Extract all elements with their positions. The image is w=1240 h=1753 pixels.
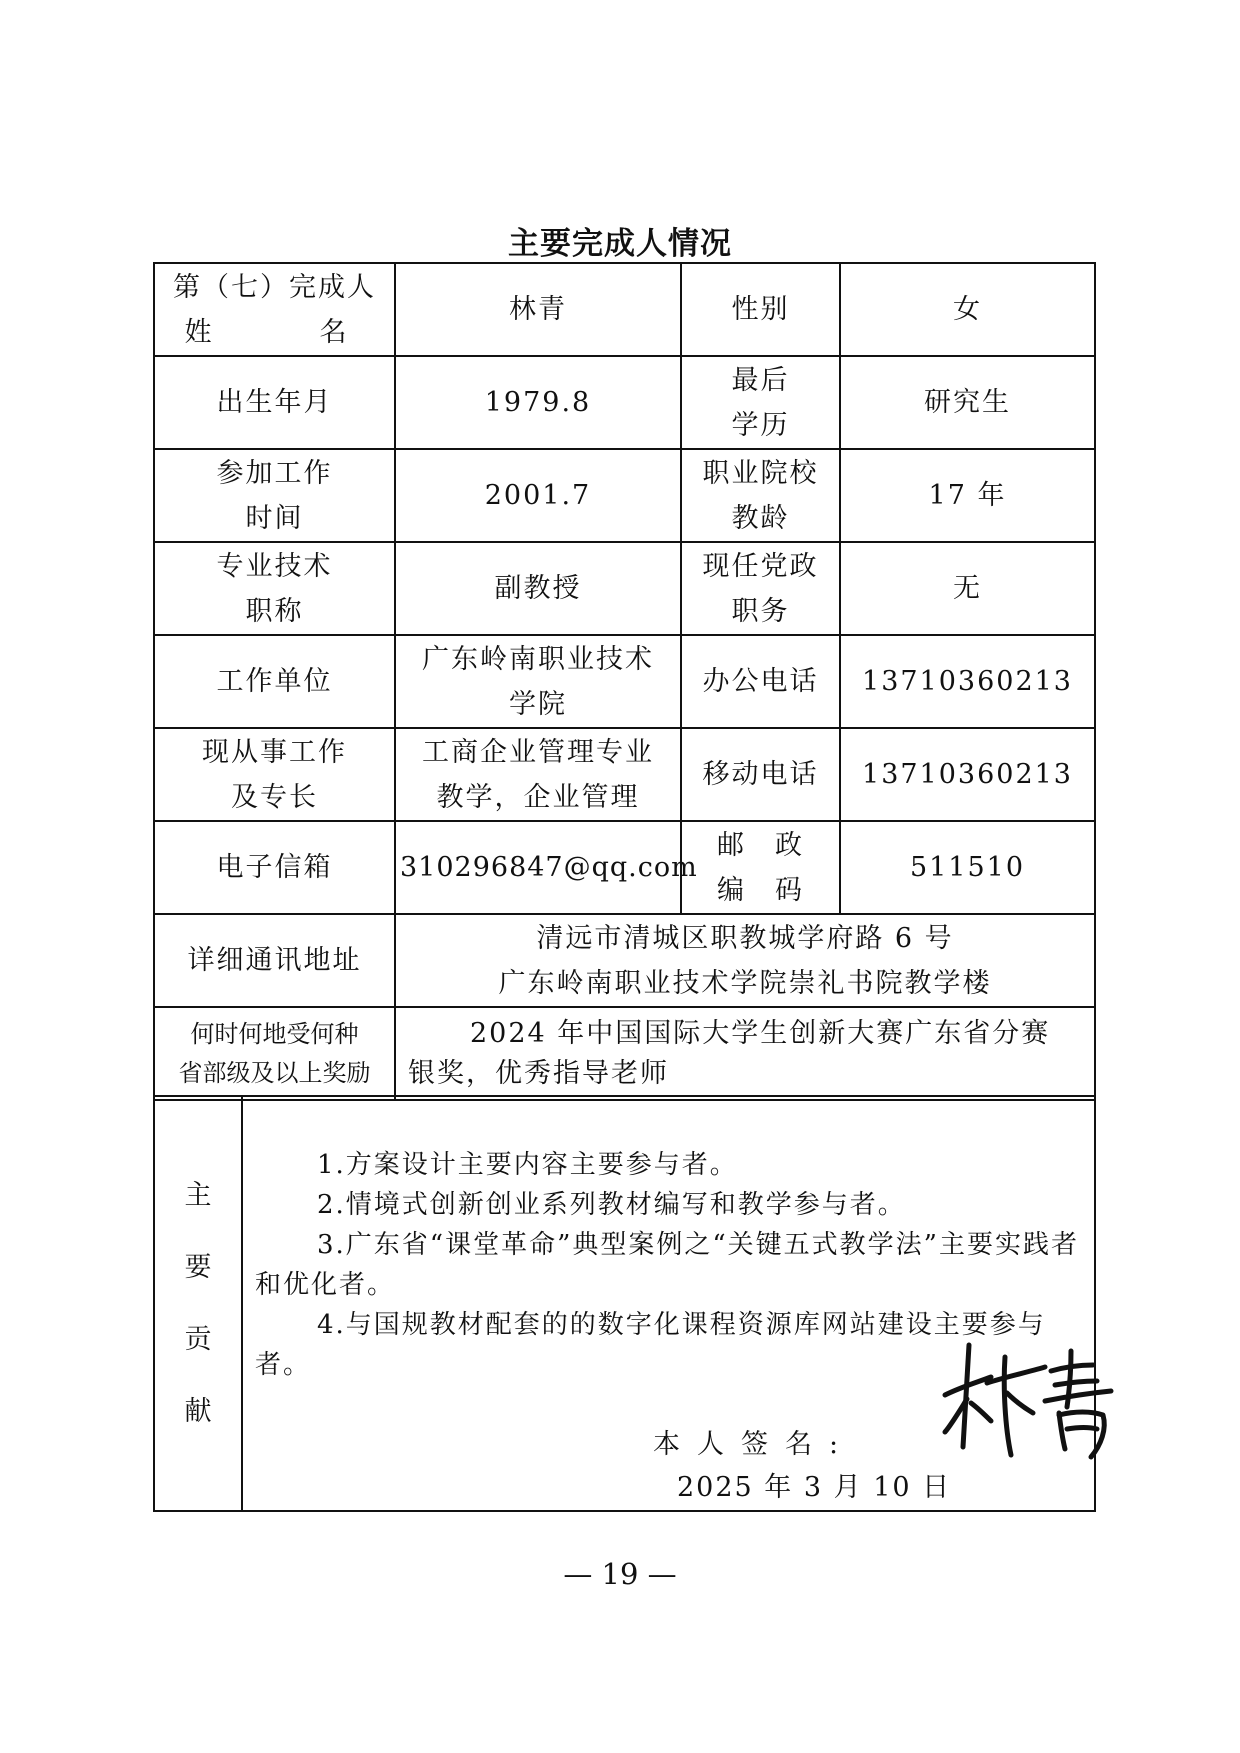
table-row [154,356,1095,449]
field-label: 现从事工作 及专长 [154,728,395,821]
field-label: 电子信箱 [154,821,395,914]
field-label: 出生年月 [154,356,395,449]
table-row [154,542,1095,635]
email-value: 310296847@qq.com [395,821,681,914]
field-label: 何时何地受何种 省部级及以上奖励 [154,1007,395,1100]
field-label: 移动电话 [681,728,840,821]
field-label: 第（七）完成人 姓 名 [154,263,395,356]
page-title: 主要完成人情况 [508,226,732,262]
contribution-body [242,1096,1095,1511]
page-number: — 19 — [563,1557,677,1591]
field-label: 办公电话 [681,635,840,728]
list-item: 4.与国规教材配套的的数字化课程资源库网站建设主要参与者。 [255,1310,1046,1380]
field-label: 现任党政 职务 [681,542,840,635]
list-item: 2.情境式创新创业系列教材编写和教学参与者。 [317,1190,906,1220]
table-row [154,821,1095,914]
table-row [154,1007,1095,1100]
employer-value: 广东岭南职业技术 学院 [395,635,681,728]
contribution-label: 主 要 贡 献 [154,1096,242,1511]
address-value: 清远市清城区职教城学府路 6 号 广东岭南职业技术学院崇礼书院教学楼 [395,914,1095,1007]
table-row [154,728,1095,821]
list-item: 3.广东省“课堂革命”典型案例之“关键五式教学法”主要实践者和优化者。 [255,1230,1079,1300]
signature-date: 2025 年 3 月 10 日 [677,1472,952,1503]
contribution-table [153,1095,1096,1512]
work-start-value: 2001.7 [395,449,681,542]
gender-value: 女 [840,263,1095,356]
education-value: 研究生 [840,356,1095,449]
table-row [154,914,1095,1007]
field-label: 性别 [681,263,840,356]
info-table [153,262,1096,1101]
name-value: 林青 [395,263,681,356]
field-label: 专业技术 职称 [154,542,395,635]
field-label: 邮 政 编 码 [681,821,840,914]
field-label: 职业院校 教龄 [681,449,840,542]
award-value: 2024 年中国国际大学生创新大赛广东省分赛 银奖，优秀指导老师 [395,1007,1095,1100]
table-row [154,263,1095,356]
handwritten-signature [941,1337,1121,1467]
title-value: 副教授 [395,542,681,635]
signature-label: 本人签名: [653,1429,856,1460]
postcode-value: 511510 [840,821,1095,914]
field-label: 参加工作 时间 [154,449,395,542]
mobile-phone-value: 13710360213 [840,728,1095,821]
office-phone-value: 13710360213 [840,635,1095,728]
birth-value: 1979.8 [395,356,681,449]
table-row [154,635,1095,728]
field-label: 工作单位 [154,635,395,728]
specialty-value: 工商企业管理专业 教学，企业管理 [395,728,681,821]
teaching-years-value: 17 年 [840,449,1095,542]
field-label: 最后 学历 [681,356,840,449]
signature-line [653,1422,855,1461]
field-label: 详细通讯地址 [154,914,395,1007]
list-item: 1.方案设计主要内容主要参与者。 [317,1150,738,1180]
table-row [154,449,1095,542]
position-value: 无 [840,542,1095,635]
